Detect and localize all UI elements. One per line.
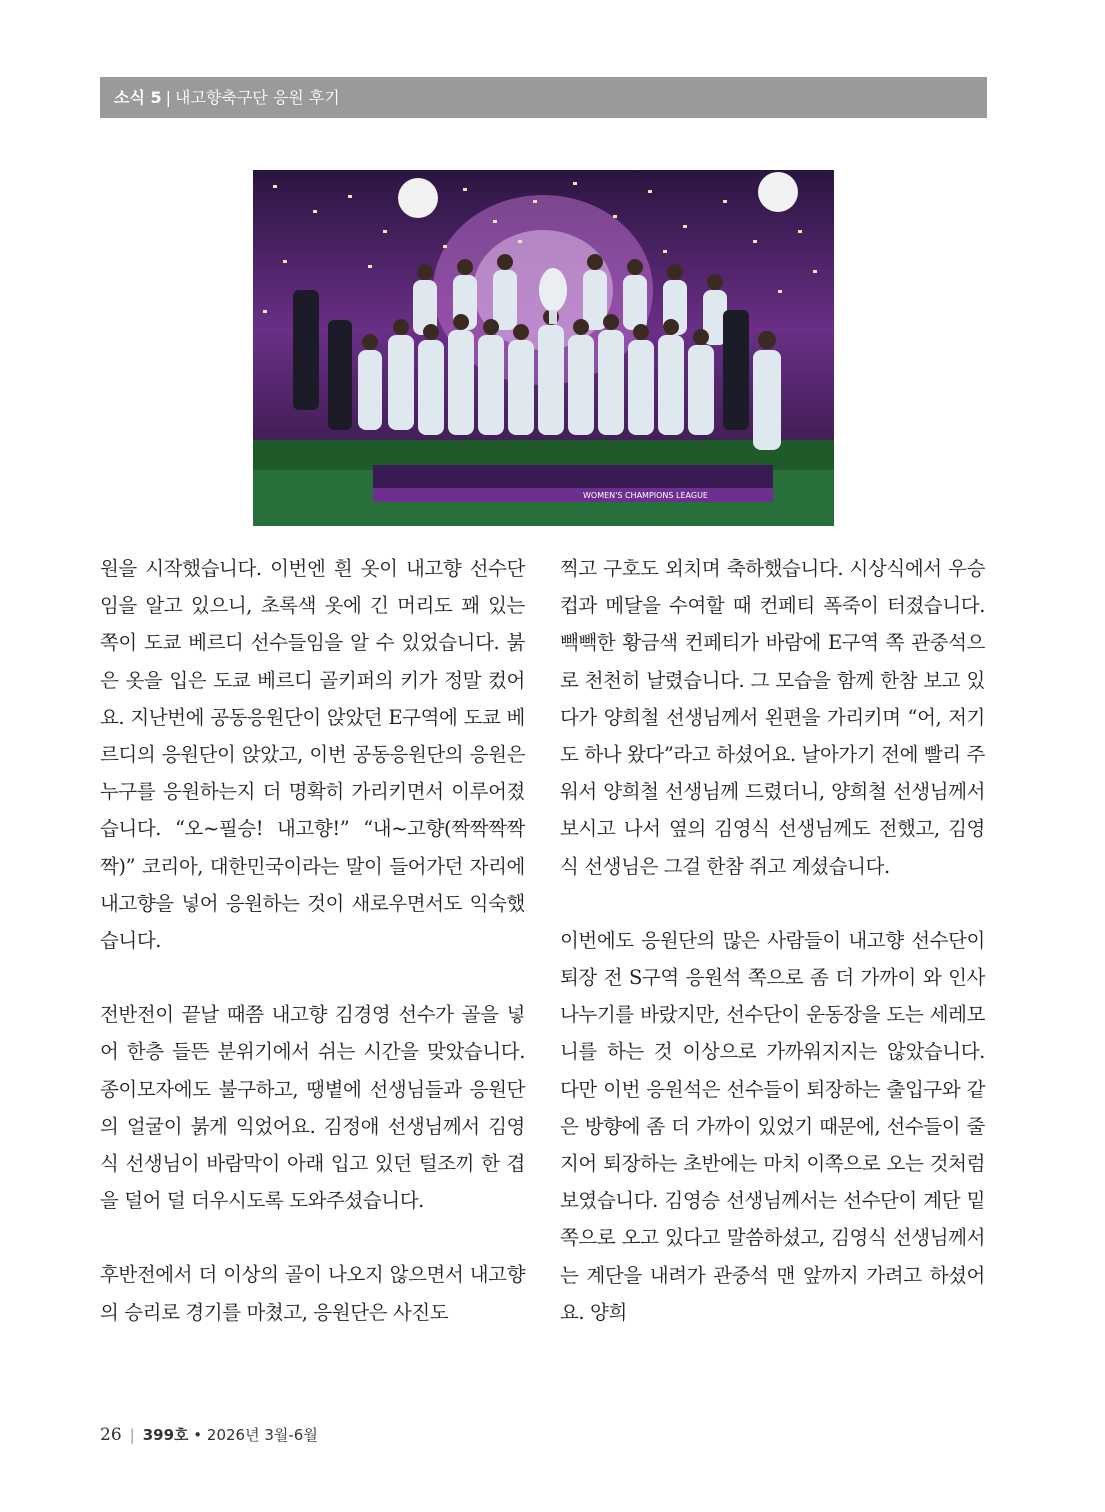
issue-number: 399호: [142, 1426, 189, 1444]
article-right-column: [560, 550, 985, 1331]
issue-date: • 2026년 3월-6월: [193, 1426, 318, 1444]
celebration-photo: [253, 170, 834, 526]
paragraph: 찍고 구호도 외치며 축하했습니다. 시상식에서 우승컵과 메달을 수여할 때 컨페티 폭죽이 터졌습니다. 빽빽한 황금색 컨페티가 바람에 E구역 쪽 관중석으로 천천히 날렸습니다. 그 모습을 함께 한참 보고 있다가 양희철 선생님께서 왼편을 가리키며 “어, 저기도 하나 왔다”라고 하셨어요. 날아가기 전에 빨리 주워서 양희철 선생님께 드렸더니, 양희철 선생님께서 보시고 나서 옆의 김영식 선생님께도 전했고, 김영식 선생님은 그걸 한참 쥐고 계셨습니다.: [560, 557, 985, 878]
paragraph: 후반전에서 더 이상의 골이 나오지 않으면서 내고향의 승리로 경기를 마쳤고, 응원단은 사진도: [100, 1263, 525, 1324]
paragraph: 전반전이 끝날 때쯤 내고향 김경영 선수가 골을 넣어 한층 들뜬 분위기에서 쉬는 시간을 맞았습니다. 종이모자에도 불구하고, 땡볕에 선생님들과 응원단의 얼굴이 붉게 익었어요. 김정애 선생님께서 김영식 선생님이 바람막이 아래 입고 있던 털조끼 한 겹을 덜어 덜 더우시도록 도와주셨습니다.: [100, 1003, 525, 1213]
page-number: 26: [100, 1425, 122, 1445]
section-header-bar: [100, 77, 987, 118]
section-title: 내고향축구단 응원 후기: [175, 88, 340, 107]
paragraph: 원을 시작했습니다. 이번엔 흰 옷이 내고향 선수단임을 알고 있으니, 초록색 옷에 긴 머리도 꽤 있는 쪽이 도쿄 베르디 선수들임을 알 수 있었습니다. 붉은 옷을 입은 도쿄 베르디 골키퍼의 키가 정말 컸어요. 지난번에 공동응원단이 앉았던 E구역에 도쿄 베르디의 응원단이 앉았고, 이번 공동응원단의 응원은 누구를 응원하는지 더 명확히 가리키면서 이루어졌습니다. “오~필승! 내고향!” “내~고향(짝짝짝짝짝)” 코리아, 대한민국이라는 말이 들어가던 자리에 내고향을 넣어 응원하는 것이 새로우면서도 익숙했습니다.: [100, 557, 525, 953]
section-separator: |: [165, 88, 172, 107]
photo-banner-text: WOMEN'S CHAMPIONS LEAGUE: [583, 491, 708, 500]
section-number: 소식 5: [114, 88, 162, 107]
footer-separator: |: [129, 1426, 135, 1444]
paragraph: 이번에도 응원단의 많은 사람들이 내고향 선수단이 퇴장 전 S구역 응원석 쪽으로 좀 더 가까이 와 인사 나누기를 바랐지만, 선수단이 운동장을 도는 세레모니를 하는 것 이상으로 가까워지지는 않았습니다. 다만 이번 응원석은 선수들이 퇴장하는 출입구와 같은 방향에 좀 더 가까이 있었기 때문에, 선수들이 줄지어 퇴장하는 초반에는 마치 이쪽으로 오는 것처럼 보였습니다. 김영승 선생님께서는 선수단이 계단 밑 쪽으로 오고 있다고 말씀하셨고, 김영식 선생님께서는 계단을 내려가 관중석 맨 앞까지 가려고 하셨어요. 양희: [560, 928, 985, 1324]
article-left-column: [100, 550, 525, 1331]
page-footer: [100, 1424, 318, 1445]
